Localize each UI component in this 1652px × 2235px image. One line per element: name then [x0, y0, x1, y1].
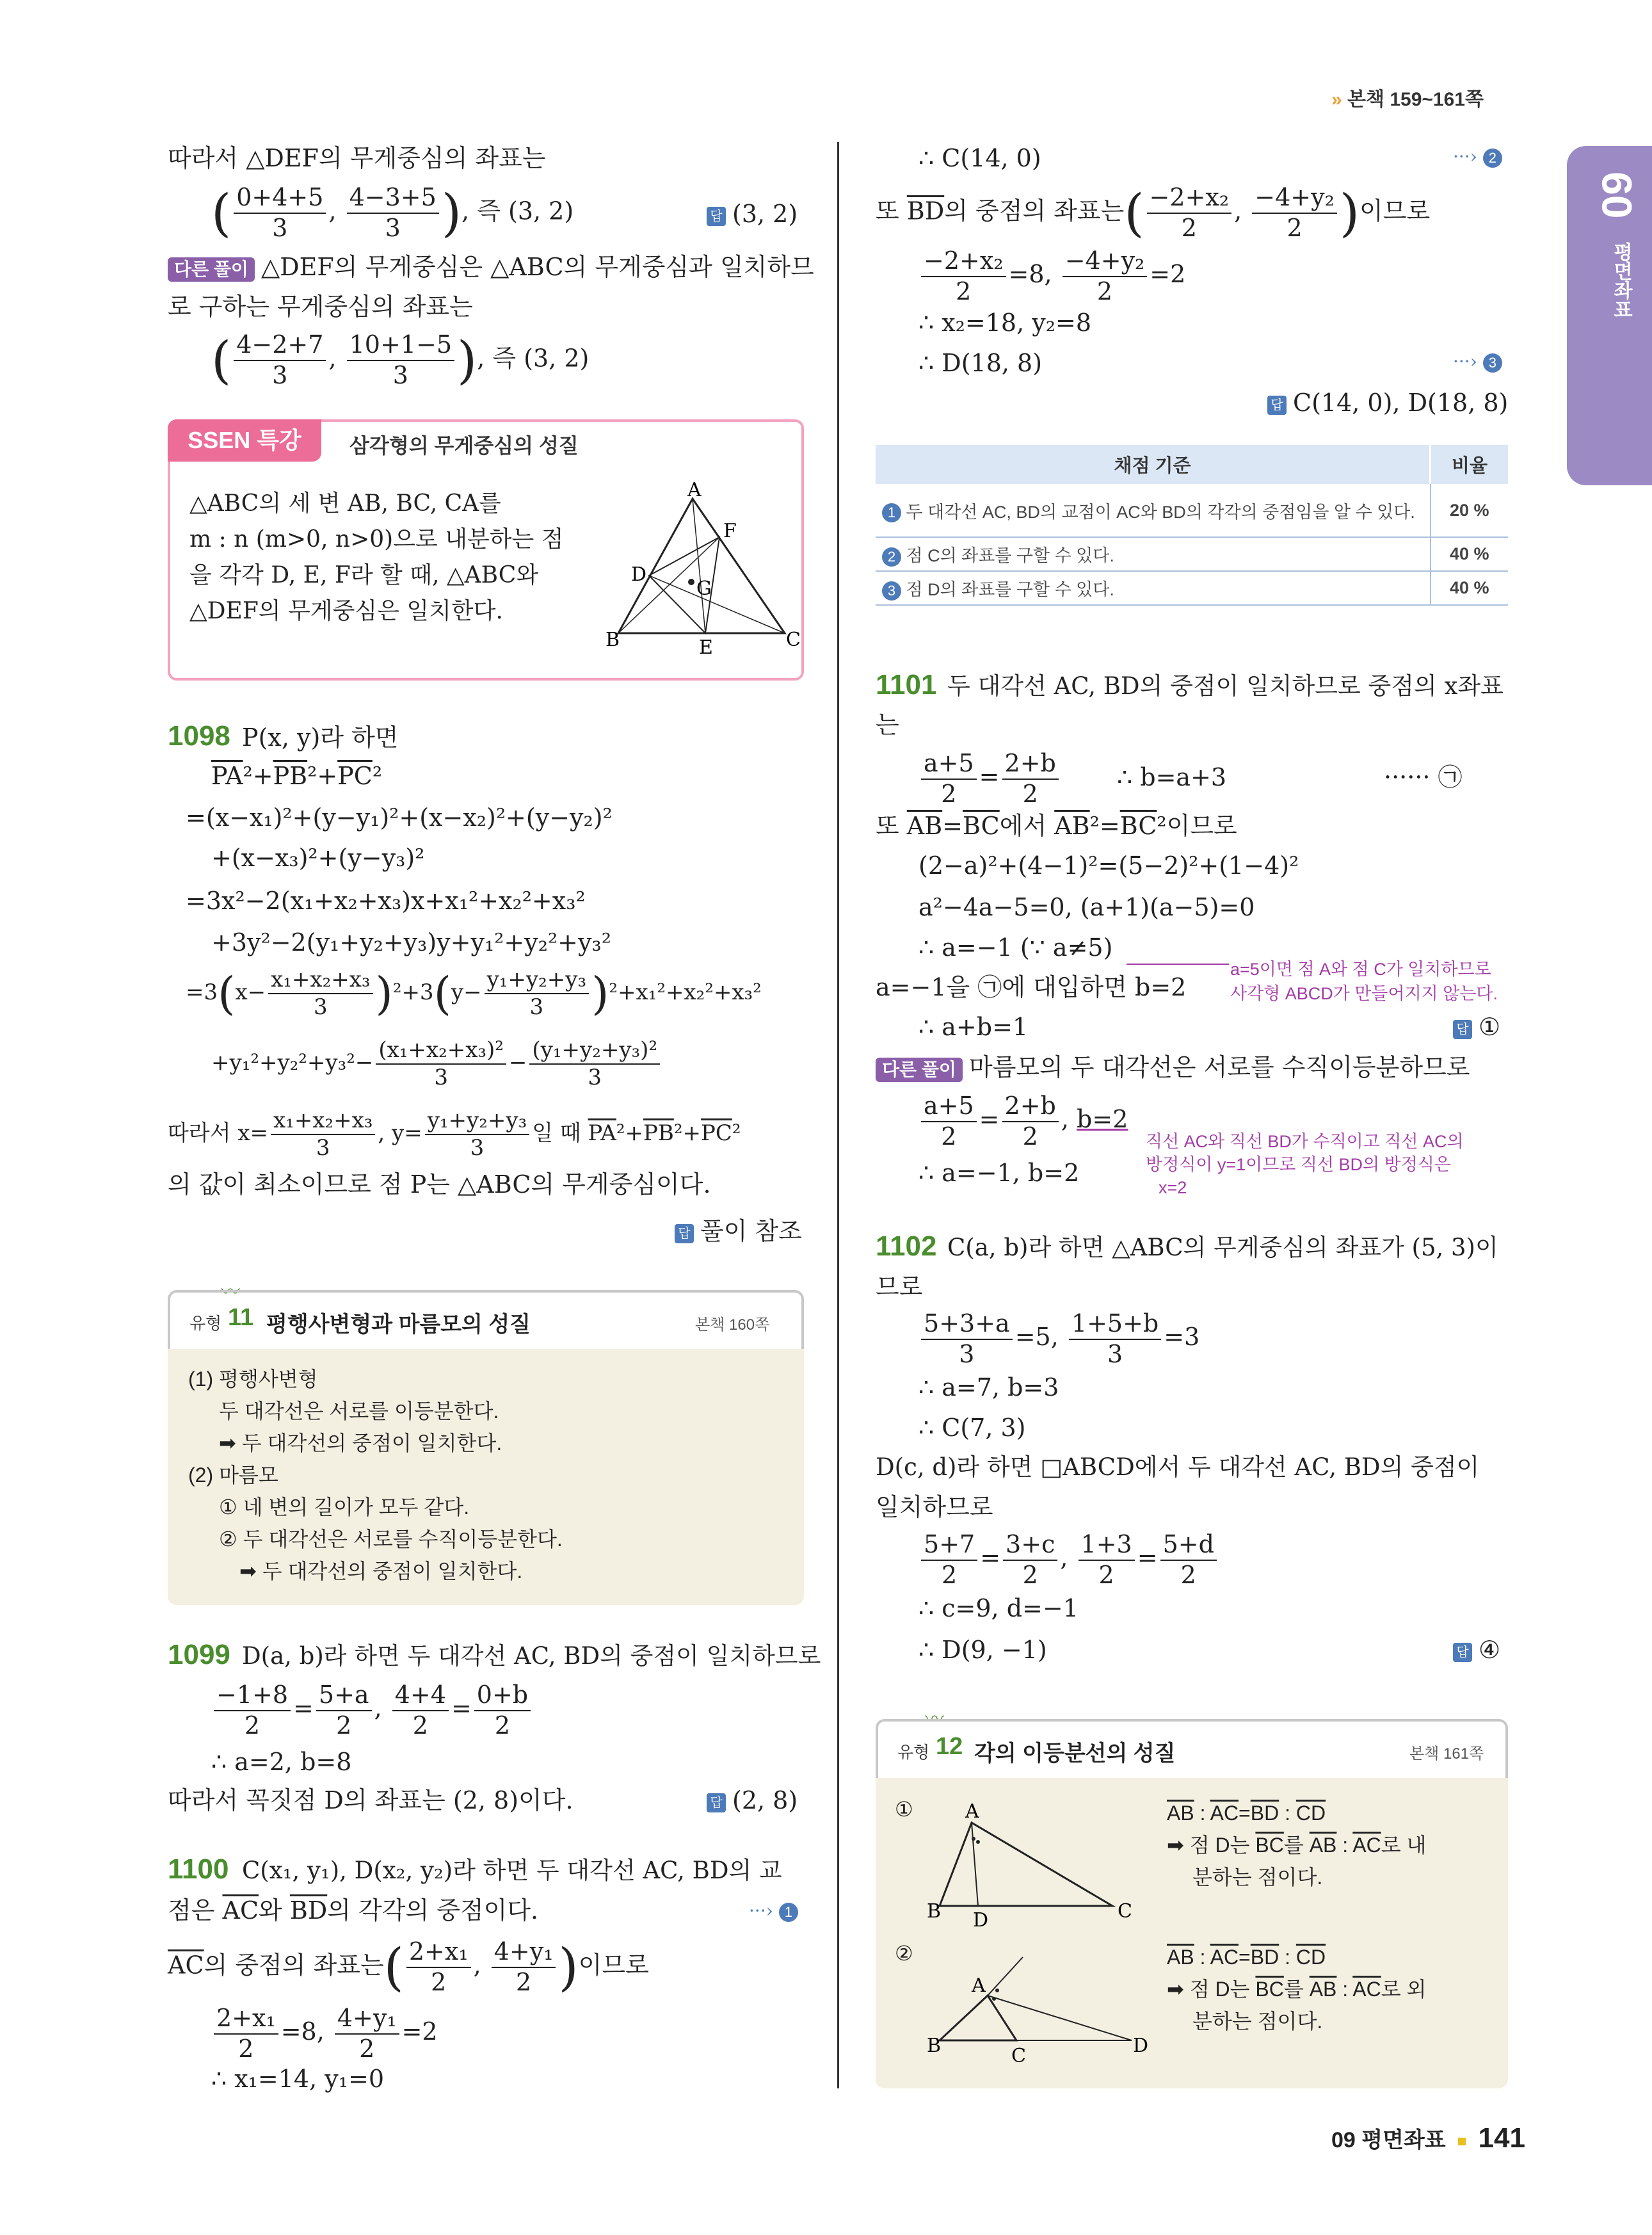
chapter-side-tab [1567, 146, 1652, 485]
p1098-completed-square: =3(x− $\frac{\text{x₁+x₂+x₃}}{3}$ )²+3(y− $\frac{\text{y₁+y₂+y₃}}{3}$ )²+x₁²+x₂²+x₃² [186, 967, 762, 1020]
scoring-table [876, 445, 1508, 606]
r-res1: ∴ x₂=18, y₂=8 [918, 309, 1091, 337]
internal-bisector-diagram [927, 1800, 1138, 1932]
problem-1102-number: 1102 [876, 1230, 937, 1262]
table-header-ratio: 비율 [1431, 445, 1509, 484]
type12-wave-icon: 〰 [925, 1708, 944, 1731]
step-marker-2: ···› 2 [1453, 146, 1502, 168]
svg-text:A: A [965, 1800, 979, 1823]
answer-icon: 답 [675, 1224, 694, 1243]
intro-equation: ( $\frac{0+4+5}{3}$ , $\frac{4-3+5}{3}$ ), 즉 (3, 2) [211, 183, 574, 243]
r-mid-text: 또 $\overline{BD}$의 중점의 좌표는( $\frac{\text{−2+x₂}}{2}$ , $\frac{\text{−4+y₂}}{2}$ )이므로 [876, 183, 1431, 243]
centroid-diagram [605, 479, 801, 659]
ssen-title: SSEN 특강 [168, 419, 321, 462]
svg-text:E: E [699, 636, 713, 659]
p1100-text1: C(x₁, y₁), D(x₂, y₂)라 하면 두 대각선 AC, BD의 교 [242, 1857, 782, 1884]
column-divider [837, 142, 839, 2088]
p1100-eq: $\frac{\text{2+x₁}}{2}$ =8, $\frac{\text{4+y₁}}{2}$ =2 [211, 2004, 438, 2063]
type11-title: 평행사변형과 마름모의 성질 [266, 1312, 531, 1337]
p1098-line-3: =3x²−2(x₁+x₂+x₃)x+x₁²+x₂²+x₃² [186, 887, 586, 915]
p1098-conclusion-2: 의 값이 최소이므로 점 P는 △ABC의 무게중심이다. [168, 1170, 711, 1198]
type11-body: (1) 평행사변형 두 대각선은 서로를 이등분한다. ➡ 두 대각선의 중점이 일치한다. (2) 마름모 ① 네 변의 길이가 모두 같다. ② 두 대각선은 서로를 수직이등분한다. ➡ 두 대각선의 중점이 일치한다. [168, 1349, 804, 1605]
problem-1098-number: 1098 [168, 720, 230, 752]
p1101-eq3: ∴ a=−1 (∵ a≠5) [918, 933, 1113, 962]
svg-text:B: B [927, 2035, 942, 2057]
case-2-text: $\overline{AB}$ : $\overline{AC}=\overline{BD}$ : $\overline{CD}$ ➡ 점 D는 $\overline{BC}$를 $\overline{AB}$ : $\overline{AC}$로 외 분하는 점이다. [1167, 1946, 1427, 2033]
chevron-right-icon: » [1331, 89, 1342, 110]
p1101-alt-eq: $\frac{a+5}{2}$ = $\frac{2+b}{2}$ , b=2 [918, 1092, 1128, 1151]
chapter-title: 평면좌표 [1610, 242, 1632, 319]
footer [1331, 2122, 1525, 2154]
answer-icon: 답 [707, 1793, 726, 1812]
p1098-line-4: +3y²−2(y₁+y₂+y₃)y+y₁²+y₂²+y₃² [211, 928, 611, 956]
answer-1098: 답 풀이 참조 [675, 1211, 802, 1247]
p1099-eq: $\frac{-1+8}{2}$ = $\frac{5+a}{2}$ , $\frac{4+4}{2}$ = $\frac{0+b}{2}$ [211, 1681, 533, 1740]
svg-text:A: A [972, 1974, 986, 1997]
p1098-line-2: +(x−x₃)²+(y−y₃)² [211, 844, 425, 872]
p1101-eq0: $\frac{a+5}{2}$ = $\frac{2+b}{2}$ [918, 749, 1061, 809]
p1101-eq1: (2−a)²+(4−1)²=(5−2)²+(1−4)² [918, 851, 1299, 880]
p1102-res4: ∴ D(9, −1) [918, 1636, 1047, 1664]
type12-body [876, 1778, 1508, 2088]
p1101-note2: 사각형 ABCD가 만들어지지 않는다. [1230, 984, 1498, 1003]
p1102-eq0: $\frac{5+3+a}{3}$ =5, $\frac{1+5+b}{3}$ =3 [918, 1309, 1199, 1369]
case-1-marker: ① [895, 1797, 913, 1821]
answer-1100: 답 C(14, 0), D(18, 8) [1267, 389, 1508, 417]
svg-text:C: C [1011, 2045, 1026, 2067]
table-row: 3 점 D의 좌표를 구할 수 있다. 40 % [876, 571, 1508, 605]
page-number: 141 [1478, 2122, 1525, 2154]
p1102-text2: 므로 [876, 1273, 923, 1301]
p1101-eq5: ∴ a+b=1 [918, 1013, 1029, 1041]
svg-text:B: B [927, 1900, 942, 1923]
problem-1101-number: 1101 [876, 669, 937, 700]
p1098-line-1: =(x−x₁)²+(y−y₁)²+(x−x₂)²+(y−y₂)² [186, 803, 613, 832]
case-2-marker: ② [895, 1941, 913, 1965]
p1101-text2: 는 [876, 711, 899, 739]
svg-text:C: C [786, 629, 801, 651]
p1101-eq2: a²−4a−5=0, (a+1)(a−5)=0 [918, 893, 1255, 921]
p1099-text: D(a, b)라 하면 두 대각선 AC, BD의 중점이 일치하므로 [242, 1642, 821, 1670]
type12-header: 유형 12 각의 이등분선의 성질 본책 161쪽 [876, 1719, 1508, 1780]
p1101-alt-note: 직선 AC와 직선 BD가 수직이고 직선 AC의 방정식이 y=1이므로 직선 BD의 방정식은 x=2 [1146, 1132, 1464, 1197]
type12-title: 각의 이등분선의 성질 [974, 1741, 1176, 1766]
p1099-conclude: 따라서 꼭짓점 D의 좌표는 (2, 8)이다. [168, 1786, 573, 1814]
svg-text:G: G [696, 577, 712, 600]
p1098-sum: $\overline{PA}^2+\overline{PB}^2+\overline{PC}^2$ [211, 762, 383, 790]
p1099-res: ∴ a=2, b=8 [211, 1748, 352, 1776]
answer-icon: 답 [707, 207, 726, 226]
footer-square-icon [1458, 2138, 1466, 2145]
p1102-eq1: $\frac{5+7}{2}$ = $\frac{3+c}{2}$ , $\frac{1+3}{2}$ = $\frac{5+d}{2}$ [918, 1530, 1219, 1590]
p1101-mark: ······ ㉠ [1384, 763, 1463, 791]
answer-1101: 답 ① [1453, 1013, 1500, 1041]
table-header-criteria: 채점 기준 [876, 445, 1431, 484]
step-marker-3: ···› 3 [1453, 351, 1502, 373]
alt-equation: ( $\frac{4-2+7}{3}$ , $\frac{10+1-5}{3}$ ), 즉 (3, 2) [211, 330, 589, 390]
alt-solution-1: 다른 풀이 △DEF의 무게중심은 △ABC의 무게중심과 일치하므 [168, 253, 814, 282]
footer-chapter: 09 평면좌표 [1331, 2128, 1446, 2152]
answer-icon: 답 [1267, 396, 1287, 415]
p1101-note-line [1127, 964, 1229, 965]
p1102-text1: C(a, b)라 하면 △ABC의 무게중심의 좌표가 (5, 3)이 [947, 1234, 1498, 1261]
ssen-text: △ABC의 세 변 AB, BC, CA를 m : n (m>0, n>0)으로 내분하는 점 을 각각 D, E, F라 할 때, △ABC와 △DEF의 무게중심은 일치한다. [189, 490, 564, 624]
type11-wave-icon: 〰 [221, 1281, 240, 1303]
problem-1100-number: 1100 [168, 1853, 229, 1885]
p1100-res: ∴ x₁=14, y₁=0 [211, 2065, 384, 2093]
p1101-alt: 다른 풀이 마름모의 두 대각선은 서로를 수직이등분하므로 [876, 1053, 1470, 1083]
r-eq: $\frac{\text{−2+x₂}}{2}$ =8, $\frac{\text{−4+y₂}}{2}$ =2 [918, 246, 1185, 306]
type11-ref: 본책 160쪽 [695, 1316, 770, 1334]
p1100-text2: 점은 $\overline{AC}$와 $\overline{BD}$의 각각의 중점이다. [168, 1896, 539, 1924]
p1101-alt-res: ∴ a=−1, b=2 [918, 1159, 1080, 1187]
alt-solution-2: 로 구하는 무게중심의 좌표는 [168, 293, 473, 321]
answer-1102: 답 ④ [1453, 1636, 1500, 1664]
ssen-subtitle: 삼각형의 무게중심의 성질 [349, 434, 579, 457]
p1102-res3: ∴ c=9, d=−1 [918, 1594, 1079, 1622]
svg-text:D: D [973, 1909, 989, 1932]
p1100-text3: $\overline{AC}$의 중점의 좌표는( $\frac{\text{2+x₁}}{2}$ , $\frac{\text{4+y₁}}{2}$ )이므로 [168, 1937, 649, 1997]
p1102-text4: 일치하므로 [876, 1493, 993, 1521]
p1101-text1: 두 대각선 AC, BD의 중점이 일치하므로 중점의 x좌표 [947, 672, 1504, 700]
ssen-box [168, 419, 804, 681]
type11-header: 유형 11 평행사변형과 마름모의 성질 본책 160쪽 [168, 1290, 804, 1351]
p1101-res1: ∴ b=a+3 [1117, 763, 1227, 791]
answer-icon: 답 [1453, 1643, 1472, 1662]
external-bisector-diagram [927, 1938, 1157, 2066]
p1098-conclusion-1: 따라서 x= $\frac{\text{x₁+x₂+x₃}}{3}$ , y= $\frac{\text{y₁+y₂+y₃}}{3}$ 일 때 $\overline{PA}^2+\overline{PB}^2+\overline{PC}^2$ [168, 1108, 741, 1161]
p1098-remainder: +y₁²+y₂²+y₃²− $\frac{\text{(x₁+x₂+x₃)²}}{3}$ − $\frac{\text{(y₁+y₂+y₃)²}}{3}$ [211, 1037, 662, 1091]
r-c-point: ∴ C(14, 0) [918, 144, 1041, 172]
svg-text:D: D [1133, 2035, 1149, 2057]
table-row: 2 점 C의 좌표를 구할 수 있다. 40 % [876, 537, 1508, 571]
svg-text:F: F [723, 520, 737, 542]
svg-text:A: A [687, 479, 702, 501]
svg-text:D: D [631, 563, 647, 586]
header-ref: » 본책 159~161쪽 [1331, 89, 1484, 110]
type12-ref: 본책 161쪽 [1409, 1745, 1484, 1763]
table-row: 1 두 대각선 AC, BD의 교점이 AC와 BD의 각각의 중점임을 알 수 있다. 20 % [876, 484, 1508, 537]
svg-text:C: C [1118, 1900, 1132, 1923]
answer-intro: 답 (3, 2) [707, 200, 798, 228]
svg-text:B: B [605, 629, 620, 651]
p1102-res2: ∴ C(7, 3) [918, 1414, 1026, 1442]
p1102-res1: ∴ a=7, b=3 [918, 1373, 1059, 1401]
p1101-eq4: a=−1을 ㉠에 대입하면 b=2 [876, 973, 1187, 1001]
intro-line: 따라서 △DEF의 무게중심의 좌표는 [168, 144, 546, 172]
problem-1099-number: 1099 [168, 1639, 230, 1670]
answer-1099: 답 (2, 8) [707, 1786, 798, 1814]
chapter-number: 09 [1593, 172, 1640, 219]
case-1-text: $\overline{AB}$ : $\overline{AC}=\overline{BD}$ : $\overline{CD}$ ➡ 점 D는 $\overline{BC}$를 $\overline{AB}$ : $\overline{AC}$로 내 분하는 점이다. [1167, 1802, 1427, 1889]
p1102-text3: D(c, d)라 하면 □ABCD에서 두 대각선 AC, BD의 중점이 [876, 1453, 1480, 1481]
p1101-note1: a=5이면 점 A와 점 C가 일치하므로 [1230, 960, 1491, 979]
p1098-line-0: P(x, y)라 하면 [242, 723, 399, 752]
p1101-text3: 또 $\overline{AB}=\overline{BC}$에서 $\overline{AB}^2=\overline{BC}^2$이므로 [876, 812, 1237, 840]
r-res2: ∴ D(18, 8) [918, 349, 1043, 377]
answer-icon: 답 [1453, 1020, 1472, 1039]
step-marker-1: ···› 1 [749, 1900, 798, 1922]
